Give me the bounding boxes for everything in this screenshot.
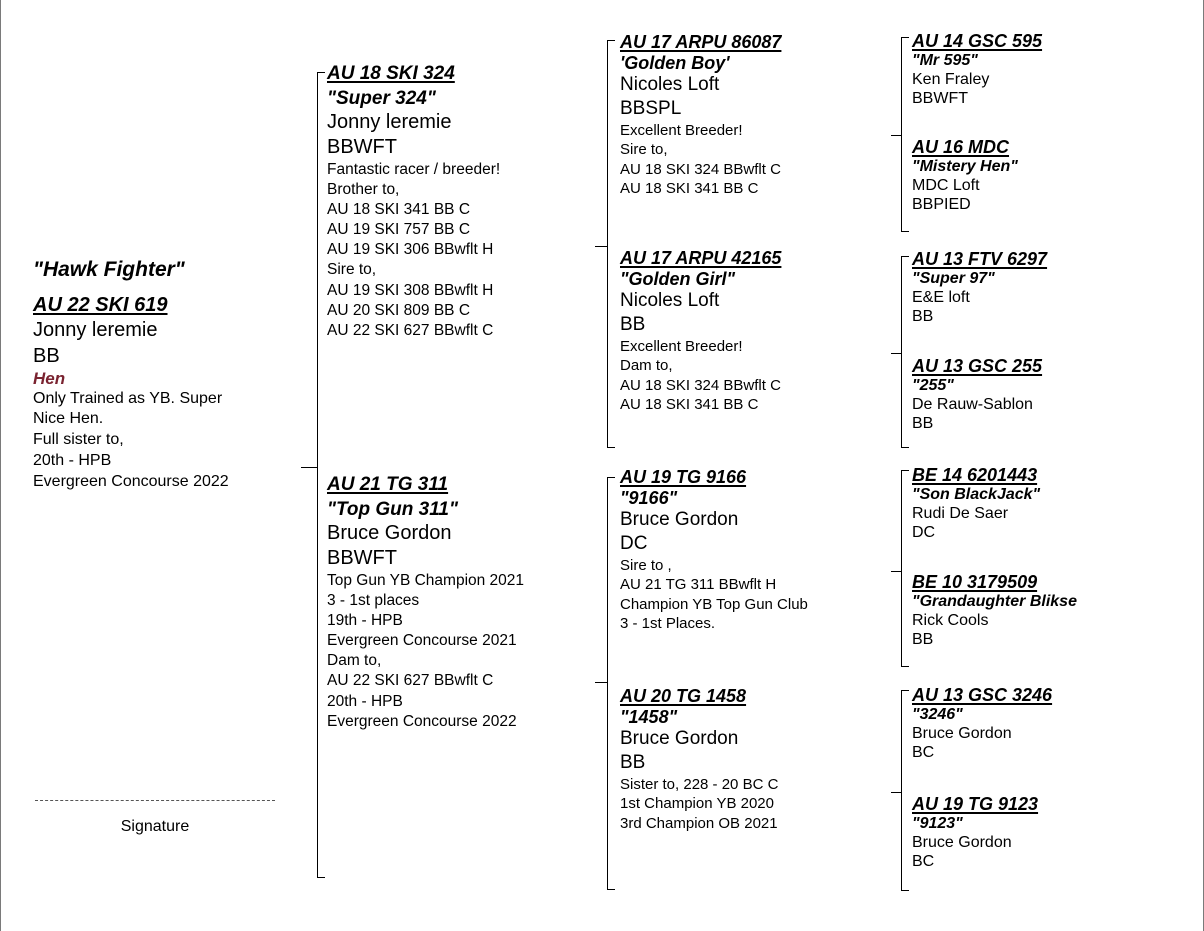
- ggp-color: BC: [912, 744, 935, 762]
- great-grandparent: [912, 356, 1042, 433]
- ggp-bracket: [901, 690, 902, 891]
- gp-name: "9166": [620, 487, 678, 508]
- great-grandparent: [912, 465, 1040, 542]
- sire-breeder: Jonny leremie: [327, 110, 452, 133]
- ggp-breeder: Rudi De Saer: [912, 505, 1009, 523]
- bracket-tick: [901, 231, 909, 232]
- signature-label: Signature: [120, 818, 190, 835]
- sire-note: Sire to,: [327, 261, 377, 279]
- sire-note: AU 19 SKI 308 BBwflt H: [327, 281, 494, 299]
- gp-note: Dam to,: [620, 357, 673, 375]
- gp-color: BBSPL: [620, 98, 682, 120]
- subject-ring: AU 22 SKI 619: [33, 294, 168, 317]
- ggp-name: "3246": [912, 705, 963, 723]
- ggp-bracket: [901, 256, 902, 448]
- bracket-connector: [595, 246, 607, 247]
- sire-note: AU 20 SKI 809 BB C: [327, 301, 471, 319]
- ggp-breeder: MDC Loft: [912, 177, 980, 195]
- gp-ring: AU 17 ARPU 86087: [620, 32, 782, 52]
- sire-color: BBWFT: [327, 135, 397, 158]
- ggp-ring: AU 16 MDC: [912, 137, 1010, 157]
- bracket-tick: [607, 477, 615, 478]
- subject-note: Evergreen Concourse 2022: [33, 472, 229, 490]
- gp-breeder: Nicoles Loft: [620, 290, 720, 312]
- ggp-ring: AU 13 FTV 6297: [912, 249, 1048, 269]
- dam-block: [327, 474, 524, 732]
- ggp-name: "Mr 595": [912, 51, 978, 69]
- sire-ring: AU 18 SKI 324: [327, 63, 455, 84]
- ggp-breeder: Bruce Gordon: [912, 834, 1012, 852]
- signature-line: [35, 800, 275, 801]
- great-grandparent: [912, 794, 1038, 871]
- ggp-bracket: [901, 470, 902, 667]
- gp-ring: AU 17 ARPU 42165: [620, 248, 782, 268]
- sire-parents-bracket: [607, 40, 608, 448]
- bracket-tick: [901, 666, 909, 667]
- bracket-tick: [317, 877, 325, 878]
- ggp-breeder: Ken Fraley: [912, 71, 990, 89]
- dam-note: 20th - HPB: [327, 692, 403, 710]
- dam-note: 19th - HPB: [327, 611, 403, 629]
- sire-note: AU 19 SKI 306 BBwflt H: [327, 241, 494, 259]
- bracket-tick: [901, 256, 909, 257]
- bracket-connector: [301, 467, 317, 468]
- ggp-name: "255": [912, 376, 954, 394]
- gp-color: BB: [620, 314, 646, 336]
- dam-color: BBWFT: [327, 546, 397, 569]
- dam-breeder: Bruce Gordon: [327, 521, 452, 544]
- bracket-tick: [607, 40, 615, 41]
- gp-color: BB: [620, 752, 646, 774]
- subject-note: 20th - HPB: [33, 452, 112, 470]
- sire-note: AU 22 SKI 627 BBwflt C: [327, 321, 494, 339]
- sire-block: [327, 63, 500, 341]
- gp-breeder: Nicoles Loft: [620, 74, 720, 96]
- ggp-breeder: Bruce Gordon: [912, 725, 1012, 743]
- bracket-connector: [891, 135, 901, 136]
- ggp-ring: BE 10 3179509: [912, 572, 1038, 592]
- ggp-ring: AU 13 GSC 255: [912, 356, 1043, 376]
- bracket-tick: [607, 889, 615, 890]
- ggp-name: "Grandaughter Blikse: [912, 592, 1077, 610]
- ggp-color: BBWFT: [912, 90, 968, 108]
- gp-note: Sire to ,: [620, 556, 672, 574]
- subject-color: BB: [33, 345, 60, 368]
- gp-name: 'Golden Boy': [620, 52, 730, 73]
- granddam-sire-side: [620, 248, 781, 415]
- ggp-ring: AU 13 GSC 3246: [912, 685, 1053, 705]
- gp-note: AU 18 SKI 341 BB C: [620, 396, 759, 414]
- ggp-ring: AU 14 GSC 595: [912, 31, 1043, 51]
- ggp-color: DC: [912, 524, 936, 542]
- bracket-tick: [901, 470, 909, 471]
- great-grandparent: [912, 249, 1047, 326]
- gp-note: Champion YB Top Gun Club: [620, 595, 808, 613]
- bracket-tick: [901, 690, 909, 691]
- ggp-name: "Son BlackJack": [912, 485, 1041, 503]
- dam-note: Evergreen Concourse 2021: [327, 632, 517, 650]
- parents-bracket: [317, 72, 318, 878]
- ggp-name: "Mistery Hen": [912, 157, 1018, 175]
- grandsire-dam-side: [620, 467, 808, 634]
- subject-note: Nice Hen.: [33, 410, 104, 428]
- bracket-tick: [607, 447, 615, 448]
- ggp-name: "Super 97": [912, 269, 995, 287]
- ggp-bracket: [901, 37, 902, 232]
- ggp-color: BB: [912, 631, 934, 649]
- granddam-dam-side: [620, 686, 778, 833]
- gp-note: 3rd Champion OB 2021: [620, 814, 778, 832]
- great-grandparent: [912, 572, 1077, 649]
- subject-sex: Hen: [33, 369, 66, 389]
- sire-note: Brother to,: [327, 180, 400, 198]
- dam-note: Evergreen Concourse 2022: [327, 712, 517, 730]
- gp-note: Sire to,: [620, 141, 668, 159]
- gp-note: AU 18 SKI 324 BBwflt C: [620, 376, 781, 394]
- dam-note: Dam to,: [327, 652, 382, 670]
- bracket-connector: [891, 792, 901, 793]
- ggp-color: BB: [912, 415, 934, 433]
- gp-note: AU 21 TG 311 BBwflt H: [620, 576, 777, 594]
- gp-breeder: Bruce Gordon: [620, 728, 739, 750]
- sire-note: AU 18 SKI 341 BB C: [327, 200, 471, 218]
- subject-name: "Hawk Fighter": [33, 258, 185, 281]
- gp-note: 1st Champion YB 2020: [620, 795, 774, 813]
- great-grandparent: [912, 685, 1052, 762]
- bracket-tick: [317, 72, 325, 73]
- bracket-connector: [595, 682, 607, 683]
- ggp-color: BC: [912, 853, 935, 871]
- dam-note: Top Gun YB Champion 2021: [327, 571, 525, 589]
- subject-bird: [33, 258, 293, 493]
- sire-note: Fantastic racer / breeder!: [327, 160, 501, 178]
- gp-note: 3 - 1st Places.: [620, 615, 716, 633]
- ggp-name: "9123": [912, 814, 963, 832]
- ggp-color: BBPIED: [912, 196, 971, 214]
- bracket-tick: [901, 890, 909, 891]
- dam-note: AU 22 SKI 627 BBwflt C: [327, 672, 494, 690]
- subject-note: Only Trained as YB. Super: [33, 389, 223, 407]
- ggp-ring: AU 19 TG 9123: [912, 794, 1039, 814]
- gp-ring: AU 20 TG 1458: [620, 686, 747, 706]
- sire-name: "Super 324": [327, 87, 436, 109]
- gp-note: AU 18 SKI 341 BB C: [620, 180, 759, 198]
- gp-name: "Golden Girl": [620, 268, 736, 289]
- bracket-connector: [891, 571, 901, 572]
- gp-note: Sister to, 228 - 20 BC C: [620, 775, 779, 793]
- subject-note: Full sister to,: [33, 431, 124, 449]
- great-grandparent: [912, 31, 1042, 108]
- bracket-tick: [901, 37, 909, 38]
- great-grandparent: [912, 137, 1018, 214]
- ggp-ring: BE 14 6201443: [912, 465, 1038, 485]
- dam-note: 3 - 1st places: [327, 591, 420, 609]
- dam-name: "Top Gun 311": [327, 498, 458, 520]
- sire-note: AU 19 SKI 757 BB C: [327, 221, 471, 239]
- dam-ring: AU 21 TG 311: [327, 474, 449, 495]
- gp-name: "1458": [620, 706, 678, 727]
- bracket-tick: [901, 447, 909, 448]
- gp-note: AU 18 SKI 324 BBwflt C: [620, 160, 781, 178]
- grandsire-sire-side: [620, 32, 781, 199]
- subject-breeder: Jonny leremie: [33, 319, 158, 342]
- ggp-breeder: De Rauw-Sablon: [912, 396, 1033, 414]
- dam-parents-bracket: [607, 477, 608, 890]
- ggp-breeder: E&E loft: [912, 289, 970, 307]
- gp-note: Excellent Breeder!: [620, 121, 743, 139]
- gp-note: Excellent Breeder!: [620, 337, 743, 355]
- gp-breeder: Bruce Gordon: [620, 509, 739, 531]
- gp-ring: AU 19 TG 9166: [620, 467, 747, 487]
- gp-color: DC: [620, 533, 648, 555]
- ggp-color: BB: [912, 308, 934, 326]
- ggp-breeder: Rick Cools: [912, 612, 989, 630]
- bracket-connector: [891, 353, 901, 354]
